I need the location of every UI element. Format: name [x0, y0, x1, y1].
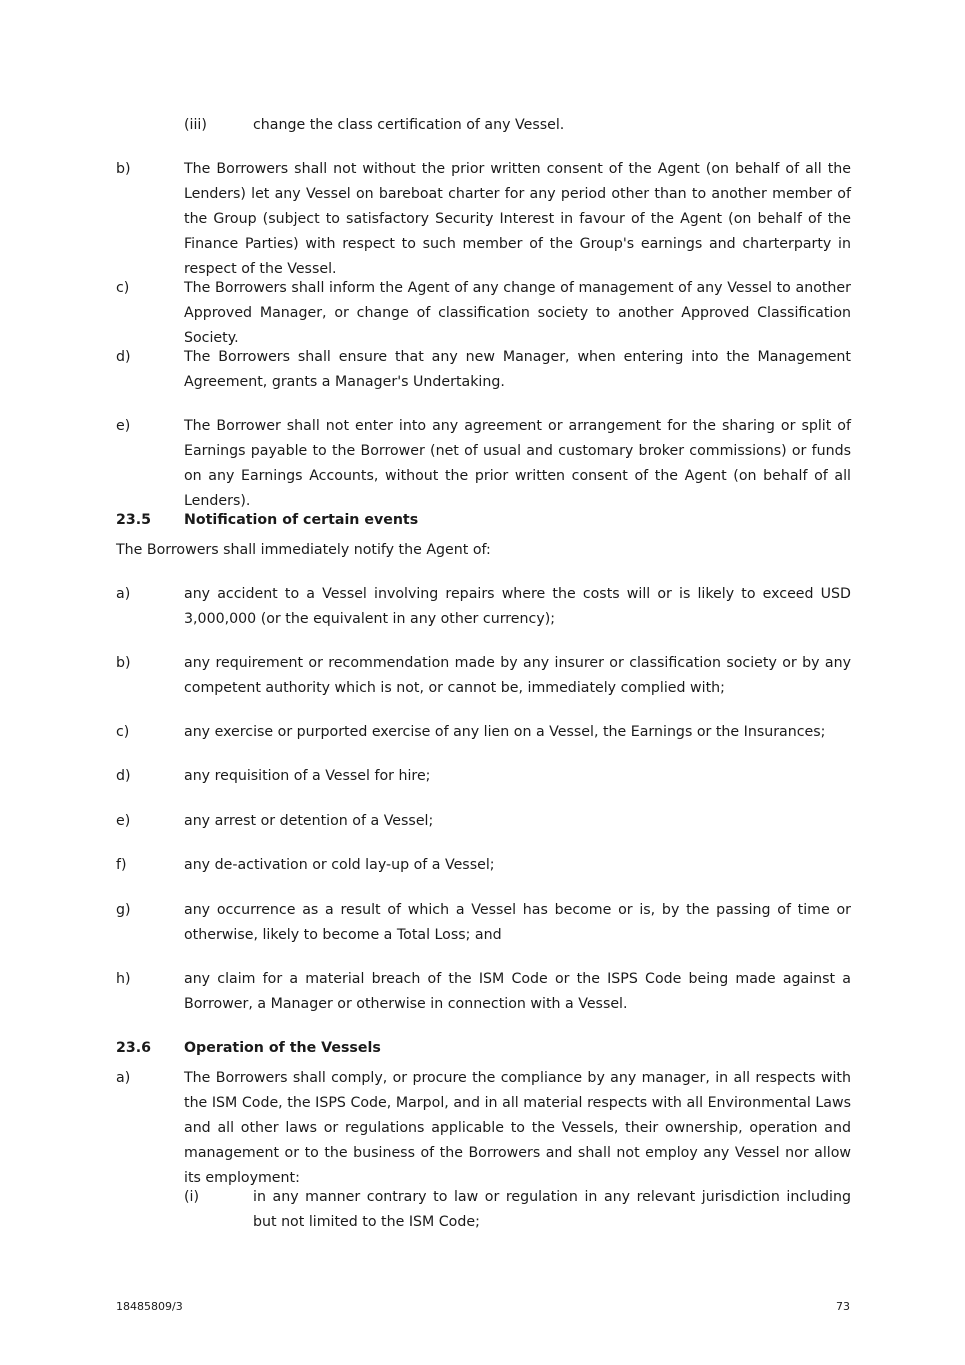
item-text: any de-activation or cold lay-up of a Vessel; — [184, 857, 495, 873]
item-label: b) — [116, 161, 131, 177]
sub-item-label: (iii) — [184, 117, 207, 133]
item-text: The Borrowers shall comply, or procure the compliance by any manager, in all respects with the ISM Code, the ISPS Code, Marpol, and in all material respects with all Environmental Laws and all other laws or regulations applicable to the Vessels, their ownership, operation and management or to the business of the Borrowers and shall not employ any Vessel nor allow its employment: — [184, 1070, 851, 1186]
item-text: any accident to a Vessel involving repairs where the costs will or is likely to exceed USD 3,000,000 (or the equivalent in any other currency); — [184, 586, 851, 627]
section-intro: The Borrowers shall immediately notify the Agent of: — [116, 542, 491, 558]
section-number: 23.6 — [116, 1040, 152, 1056]
item-label: e) — [116, 418, 131, 434]
item-text: any claim for a material breach of the ISM Code or the ISPS Code being made against a Borrower, a Manager or otherwise in connection with a Vessel. — [184, 971, 851, 1012]
item-label: a) — [116, 586, 131, 602]
item-text: any requirement or recommendation made by any insurer or classification society or by any competent authority which is not, or cannot be, immediately complied with; — [184, 655, 851, 696]
section-title: Notification of certain events — [184, 512, 419, 528]
section-title: Operation of the Vessels — [184, 1040, 381, 1056]
item-text: any occurrence as a result of which a Vessel has become or is, by the passing of time or otherwise, likely to become a Total Loss; and — [184, 902, 851, 943]
sub-item-text: change the class certification of any Vessel. — [253, 117, 565, 133]
item-text: The Borrowers shall ensure that any new Manager, when entering into the Management Agreement, grants a Manager's Undertaking. — [184, 349, 851, 390]
item-label: f) — [116, 857, 127, 873]
item-label: e) — [116, 813, 131, 829]
item-text: any exercise or purported exercise of any lien on a Vessel, the Earnings or the Insurances; — [184, 724, 826, 740]
item-label: c) — [116, 280, 130, 296]
item-label: d) — [116, 349, 131, 365]
sub-item-text: in any manner contrary to law or regulation in any relevant jurisdiction including but not limited to the ISM Code; — [253, 1189, 851, 1230]
document-reference: 18485809/3 — [116, 1300, 183, 1313]
item-text: The Borrowers shall not without the prior written consent of the Agent (on behalf of all the Lenders) let any Vessel on bareboat charter for any period other than to another member of the Group (subject to satisfactory Security Interest in favour of the Agent (on behalf of the Finance Parties) with respect to such member of the Group's earnings and charterparty in respect of the Vessel. — [184, 161, 851, 277]
item-label: d) — [116, 768, 131, 784]
item-label: c) — [116, 724, 130, 740]
section-number: 23.5 — [116, 512, 152, 528]
item-label: b) — [116, 655, 131, 671]
item-label: a) — [116, 1070, 131, 1086]
sub-item-label: (i) — [184, 1189, 200, 1205]
item-text: The Borrower shall not enter into any agreement or arrangement for the sharing or split of Earnings payable to the Borrower (net of usual and customary broker commissions) or funds on any Earnings Accounts, without the prior written consent of the Agent (on behalf of all Lenders). — [184, 418, 851, 509]
item-text: any requisition of a Vessel for hire; — [184, 768, 431, 784]
page-number: 73 — [836, 1300, 850, 1313]
item-text: any arrest or detention of a Vessel; — [184, 813, 434, 829]
item-text: The Borrowers shall inform the Agent of any change of management of any Vessel to another Approved Manager, or change of classification society to another Approved Classification Society. — [184, 280, 851, 346]
item-label: h) — [116, 971, 131, 987]
item-label: g) — [116, 902, 131, 918]
